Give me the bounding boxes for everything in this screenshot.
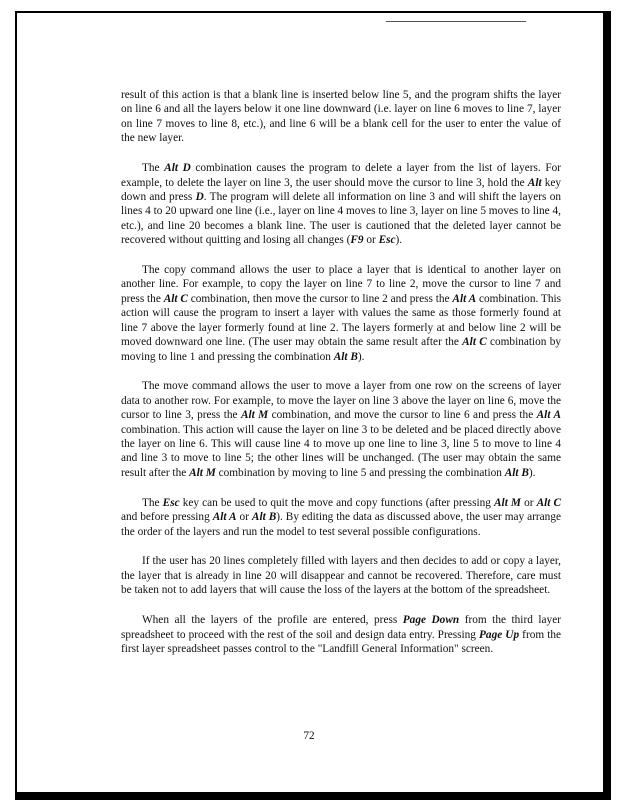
paragraph-text: The	[142, 496, 163, 509]
key-name: Alt C	[536, 496, 562, 509]
key-name: Alt A	[452, 292, 477, 305]
paragraph-text: from the first layer spreadsheet passes control to the "Landfill General Information" screen.	[121, 628, 562, 655]
key-name: Alt B	[251, 511, 277, 524]
paragraph	[121, 613, 561, 656]
key-name: Page Up	[479, 628, 520, 641]
key-name: Alt M	[189, 466, 216, 479]
key-name: Alt A	[536, 409, 561, 422]
key-name: Alt A	[212, 511, 237, 524]
paragraph-text: If the user has 20 lines completely filled with layers and then decides to add or copy a layer, the layer that is already in line 20 will disappear and cannot be recovered. Therefore, care must be taken not to add layers that will cause the loss of the layers at the bottom of the spreadsheet.	[121, 555, 561, 597]
paragraph-text: . The program will delete all information on line 3 and will shift the layers on lines 4 to 20 upward one line (i.e., layer on line 4 moves to line 3, layer on line 5 moves to line 4, etc.), and line 20 becomes a blank line. The user is cautioned that the deleted layer cannot be recovered without quitting and losing all changes (	[121, 190, 561, 247]
key-name: Alt D	[164, 162, 191, 175]
paragraph-text: The move command allows the user to move a layer from one row on the screens of layer data to another row. For example, to move the layer on line 3 above the layer on line 6, move the cursor to line 3, press the	[121, 380, 561, 422]
paragraph	[121, 88, 561, 146]
paragraph-text: combination. This action will cause the program to insert a layer with values the same as those formerly found at line 7 above the layer formerly found at line 2. The layers formerly at and below line 2 will be moved downward one line. (The user may obtain the same result after the	[121, 292, 562, 349]
paragraph-text: combination causes the program to delete a layer from the list of layers. For example, to delete the layer on line 3, the user should move the cursor to line 3, hold the	[121, 162, 562, 189]
scan-bottom-shadow	[15, 794, 611, 800]
paragraph-text: combination. This action will cause the layer on line 3 to be deleted and be placed directly above the layer on line 6. This will cause line 4 to move up one line to line 3, line 5 to move to line 4 and line 3 to move to line 5; the other lines will be unchanged. (The user may obtain the same result after the	[121, 423, 561, 479]
key-name: Esc	[378, 234, 396, 247]
page-number: 72	[303, 730, 315, 742]
paragraph-text: ). By editing the data as discussed above, the user may arrange the order of the layers and run the model to test several possible configurations.	[121, 511, 561, 538]
key-name: Alt M	[494, 496, 521, 509]
paragraph-text: or	[236, 511, 252, 524]
document-body	[121, 88, 561, 672]
paragraph-text: ).	[395, 234, 403, 247]
paragraph	[121, 496, 561, 539]
paragraph-text: or	[520, 496, 537, 509]
paragraph-text: combination, then move the cursor to line 2 and press the	[187, 292, 453, 305]
paragraph	[121, 554, 561, 597]
paragraph	[121, 263, 561, 364]
paragraph-text: ).	[357, 350, 365, 363]
paragraph	[121, 379, 561, 480]
paragraph-text: key can be used to quit the move and copy functions (after pressing	[179, 496, 495, 509]
paragraph-text: combination by moving to line 5 and pressing the combination	[215, 466, 505, 479]
paragraph-text: key down and press	[121, 176, 562, 203]
paragraph	[121, 161, 561, 247]
paragraph-text: The copy command allows the user to place a layer that is identical to another layer on another line. For example, to copy the layer on line 7 to line 2, move the cursor to line 7 and press the	[121, 264, 561, 305]
paragraph-text: result of this action is that a blank line is inserted below line 5, and the program shifts the layer on line 6 and all the layers below it one line downward (i.e. layer on line 6 moves to line 7, layer on line 7 moves to line 8, etc.), and line 6 will be a blank cell for the user to enter the value of the new layer.	[121, 89, 561, 145]
key-name: Alt	[527, 176, 542, 189]
paragraph-text: The	[142, 162, 165, 175]
paragraph-text: from the third layer spreadsheet to proceed with the rest of the soil and design data entry. Pressing	[121, 614, 561, 641]
key-name: Esc	[162, 496, 180, 509]
paragraph-text: or	[363, 234, 379, 247]
paragraph-text: and before pressing	[121, 511, 213, 524]
key-name: D	[195, 190, 204, 203]
key-name: Alt C	[163, 292, 188, 305]
key-name: Alt B	[504, 466, 529, 479]
paragraph-text: combination by moving to line 1 and pressing the combination	[121, 336, 561, 363]
paragraph-text: ).	[528, 466, 536, 479]
key-name: Alt C	[462, 336, 487, 349]
key-name: Alt M	[240, 409, 269, 422]
paragraph-text: combination, and move the cursor to line 6 and press the	[268, 409, 537, 422]
paragraph-text: When all the layers of the profile are entered, press	[142, 614, 403, 627]
key-name: Alt B	[333, 350, 358, 363]
key-name: F9	[350, 234, 364, 247]
key-name: Page Down	[402, 614, 460, 627]
scan-right-shadow	[605, 11, 611, 796]
